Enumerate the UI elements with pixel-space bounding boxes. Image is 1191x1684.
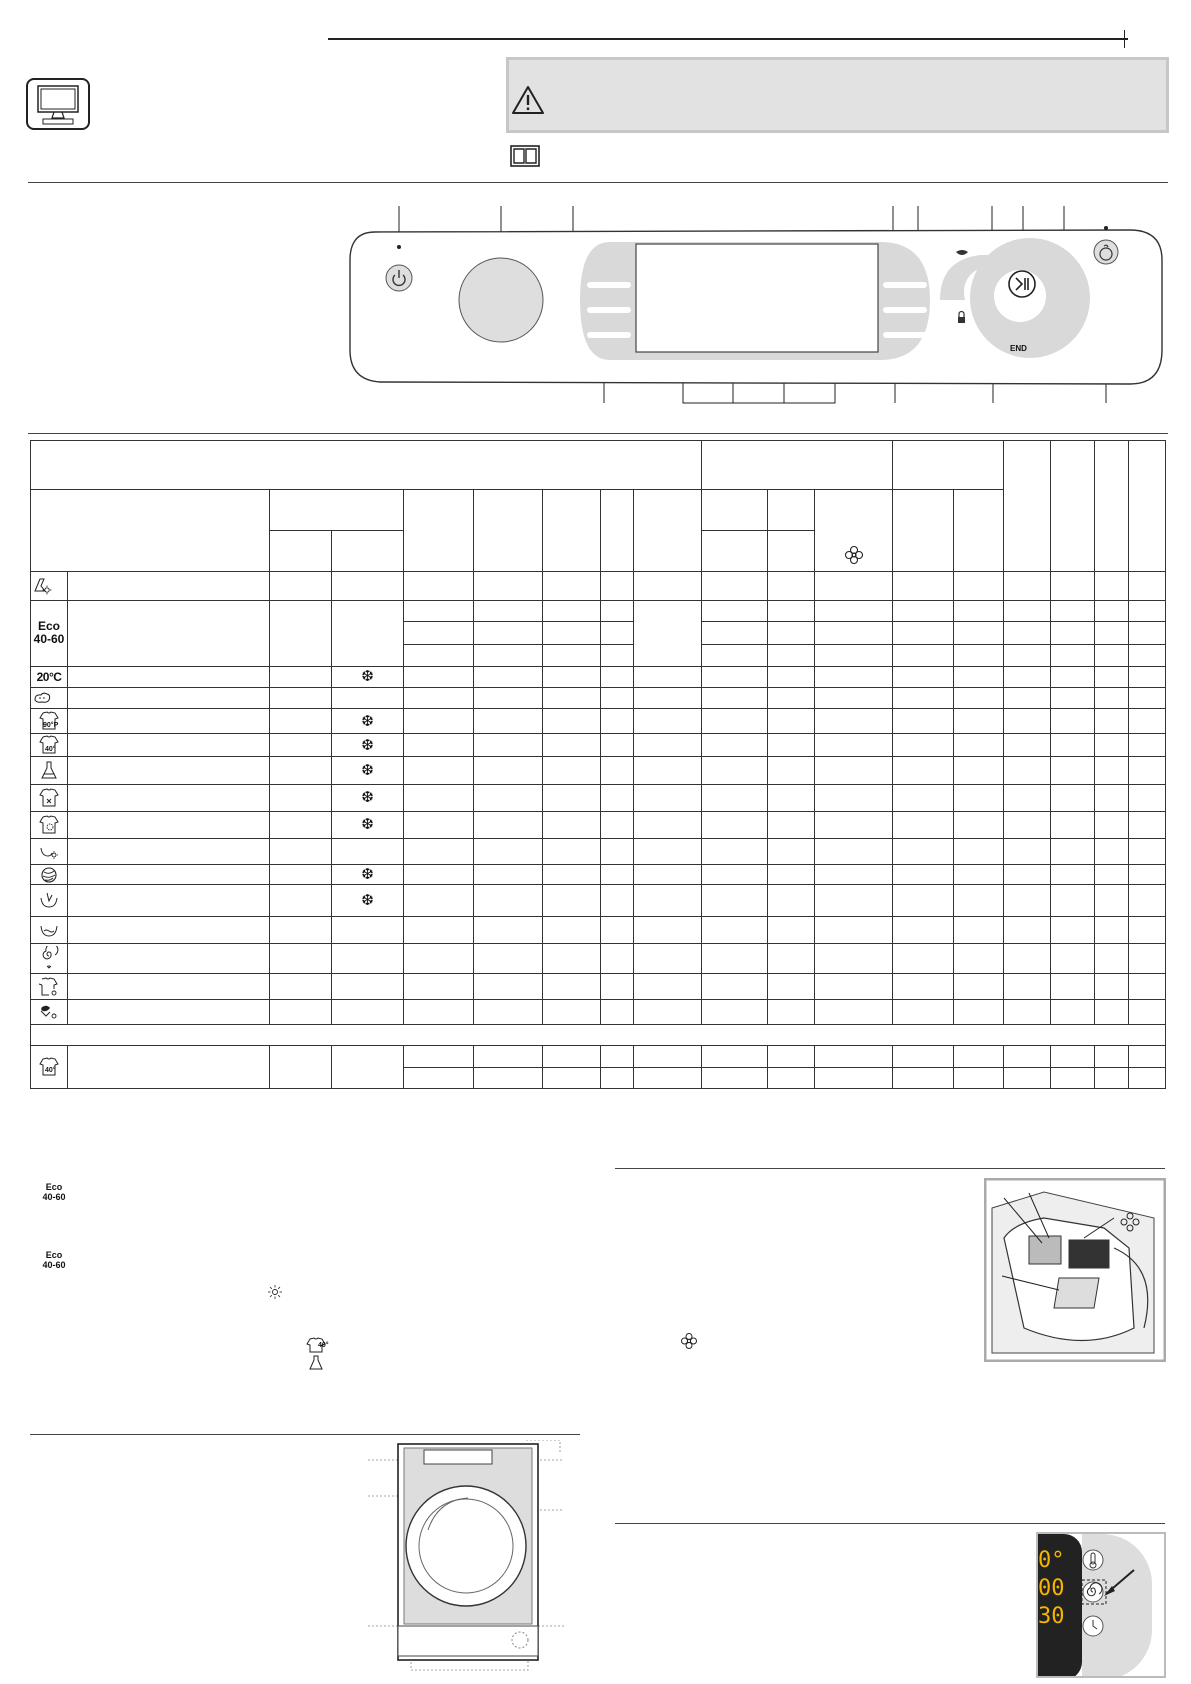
20c-icon [31,666,68,687]
table-row [31,943,1166,973]
flower-icon [844,545,864,565]
end-label: END [1010,344,1027,353]
eco-note-a-label: Eco [45,1182,63,1192]
header-cell [1095,441,1129,572]
table-row [31,1025,1166,1046]
snowflake-icon: ❆ [332,666,404,687]
warning-icon [511,85,545,115]
header-rule [328,38,1128,40]
header-rule-tick [1124,30,1125,48]
table-row [31,666,1166,687]
header-cell [31,441,702,490]
header-cell [954,490,1004,572]
mixed-sun-icon [31,1000,68,1025]
table-row [31,916,1166,943]
snowflake-icon: ❆ [332,708,404,733]
shirt-40-label: 40° [45,746,56,754]
eco-note-b-range: 40-60 [42,1260,66,1270]
shirt-flask-icon [304,1336,330,1372]
shirt-40-icon [31,734,68,757]
temp-20-label: 20°C [36,669,62,684]
table-row [31,1046,1166,1067]
header-cell [1051,441,1095,572]
shirt-sun-icon [31,973,68,999]
section-rule-right-1 [615,1168,1165,1169]
header-cell [270,490,404,530]
detergent-drawer-illustration [984,1178,1166,1362]
flask-icon [31,757,68,784]
shirt-90p-label: 90°P [43,721,59,729]
header-cell [1004,441,1051,572]
spin-drain-icon [31,943,68,973]
table-row [31,865,1166,885]
table-row [31,687,1166,708]
display-line-3: 30 [1038,1604,1065,1629]
snowflake-icon: ❆ [332,865,404,885]
eco-note-icon-b [40,1250,68,1270]
table-row [31,811,1166,838]
table-row [31,757,1166,784]
program-table [30,440,1166,1089]
display-line-1: 0° [1038,1548,1065,1573]
header-cell [702,490,768,530]
eco-40-60-icon [31,601,68,666]
snowflake-icon: ❆ [332,811,404,838]
snowflake-icon: ❆ [332,757,404,784]
eco-range-label: 40-60 [33,632,65,647]
rinse-icon [31,916,68,943]
header-cell [404,490,474,572]
display-buttons [1038,1534,1166,1678]
header-cell [601,490,634,572]
table-row [31,1000,1166,1025]
flower-icon [680,1332,698,1350]
table-row [31,784,1166,811]
snowflake-icon: ❆ [332,784,404,811]
control-panel [340,200,1180,410]
hand-wash-icon [31,885,68,916]
shirt-x-icon [31,784,68,811]
table-row [31,885,1166,916]
shirt-flask-label: 40° [318,1342,329,1349]
table-row [31,571,1166,600]
eco-note-icon-a [40,1182,68,1202]
table-row [31,601,1166,622]
table-row [31,734,1166,757]
shirt-40-bottom-icon [31,1046,68,1089]
section-rule-1 [28,182,1168,183]
header-cell [474,490,543,572]
table-row [31,973,1166,999]
header-cell [893,441,1004,490]
shirt-90p-icon [31,708,68,733]
washing-machine-illustration [368,1440,568,1676]
wool-icon [31,865,68,885]
manual-book-icon [510,144,540,168]
synthetics-icon [31,687,68,708]
header-cell [893,490,954,572]
monitor-icon [26,78,90,130]
table-row [31,708,1166,733]
header-cell [702,441,893,490]
header-cell [270,530,332,571]
header-cell [1129,441,1166,572]
header-cell [768,490,815,530]
header-cell [31,490,270,572]
header-cell [543,490,601,572]
eco-note-b-label: Eco [45,1250,63,1260]
display-closeup [1036,1532,1166,1678]
shirt-stain-icon [31,811,68,838]
basin-sun-icon [31,838,68,864]
eco-label: Eco [37,619,60,634]
shirt-40-bottom-label: 40° [45,1067,56,1075]
softener-header [815,490,893,572]
header-cell [702,530,768,571]
eco-note-a-range: 40-60 [42,1192,66,1202]
header-cell [768,530,815,571]
display-line-2: 00 [1038,1576,1065,1601]
header-cell [332,530,404,571]
section-rule-2 [28,433,1168,434]
cotton-sun-icon [31,571,68,600]
snowflake-icon: ❆ [332,734,404,757]
warning-box [506,57,1169,133]
snowflake-icon: ❆ [332,885,404,916]
section-rule-right-2 [615,1523,1165,1524]
sun-icon [267,1284,283,1300]
section-rule-left-bottom [30,1434,580,1435]
header-cell [634,490,702,572]
table-row [31,838,1166,864]
